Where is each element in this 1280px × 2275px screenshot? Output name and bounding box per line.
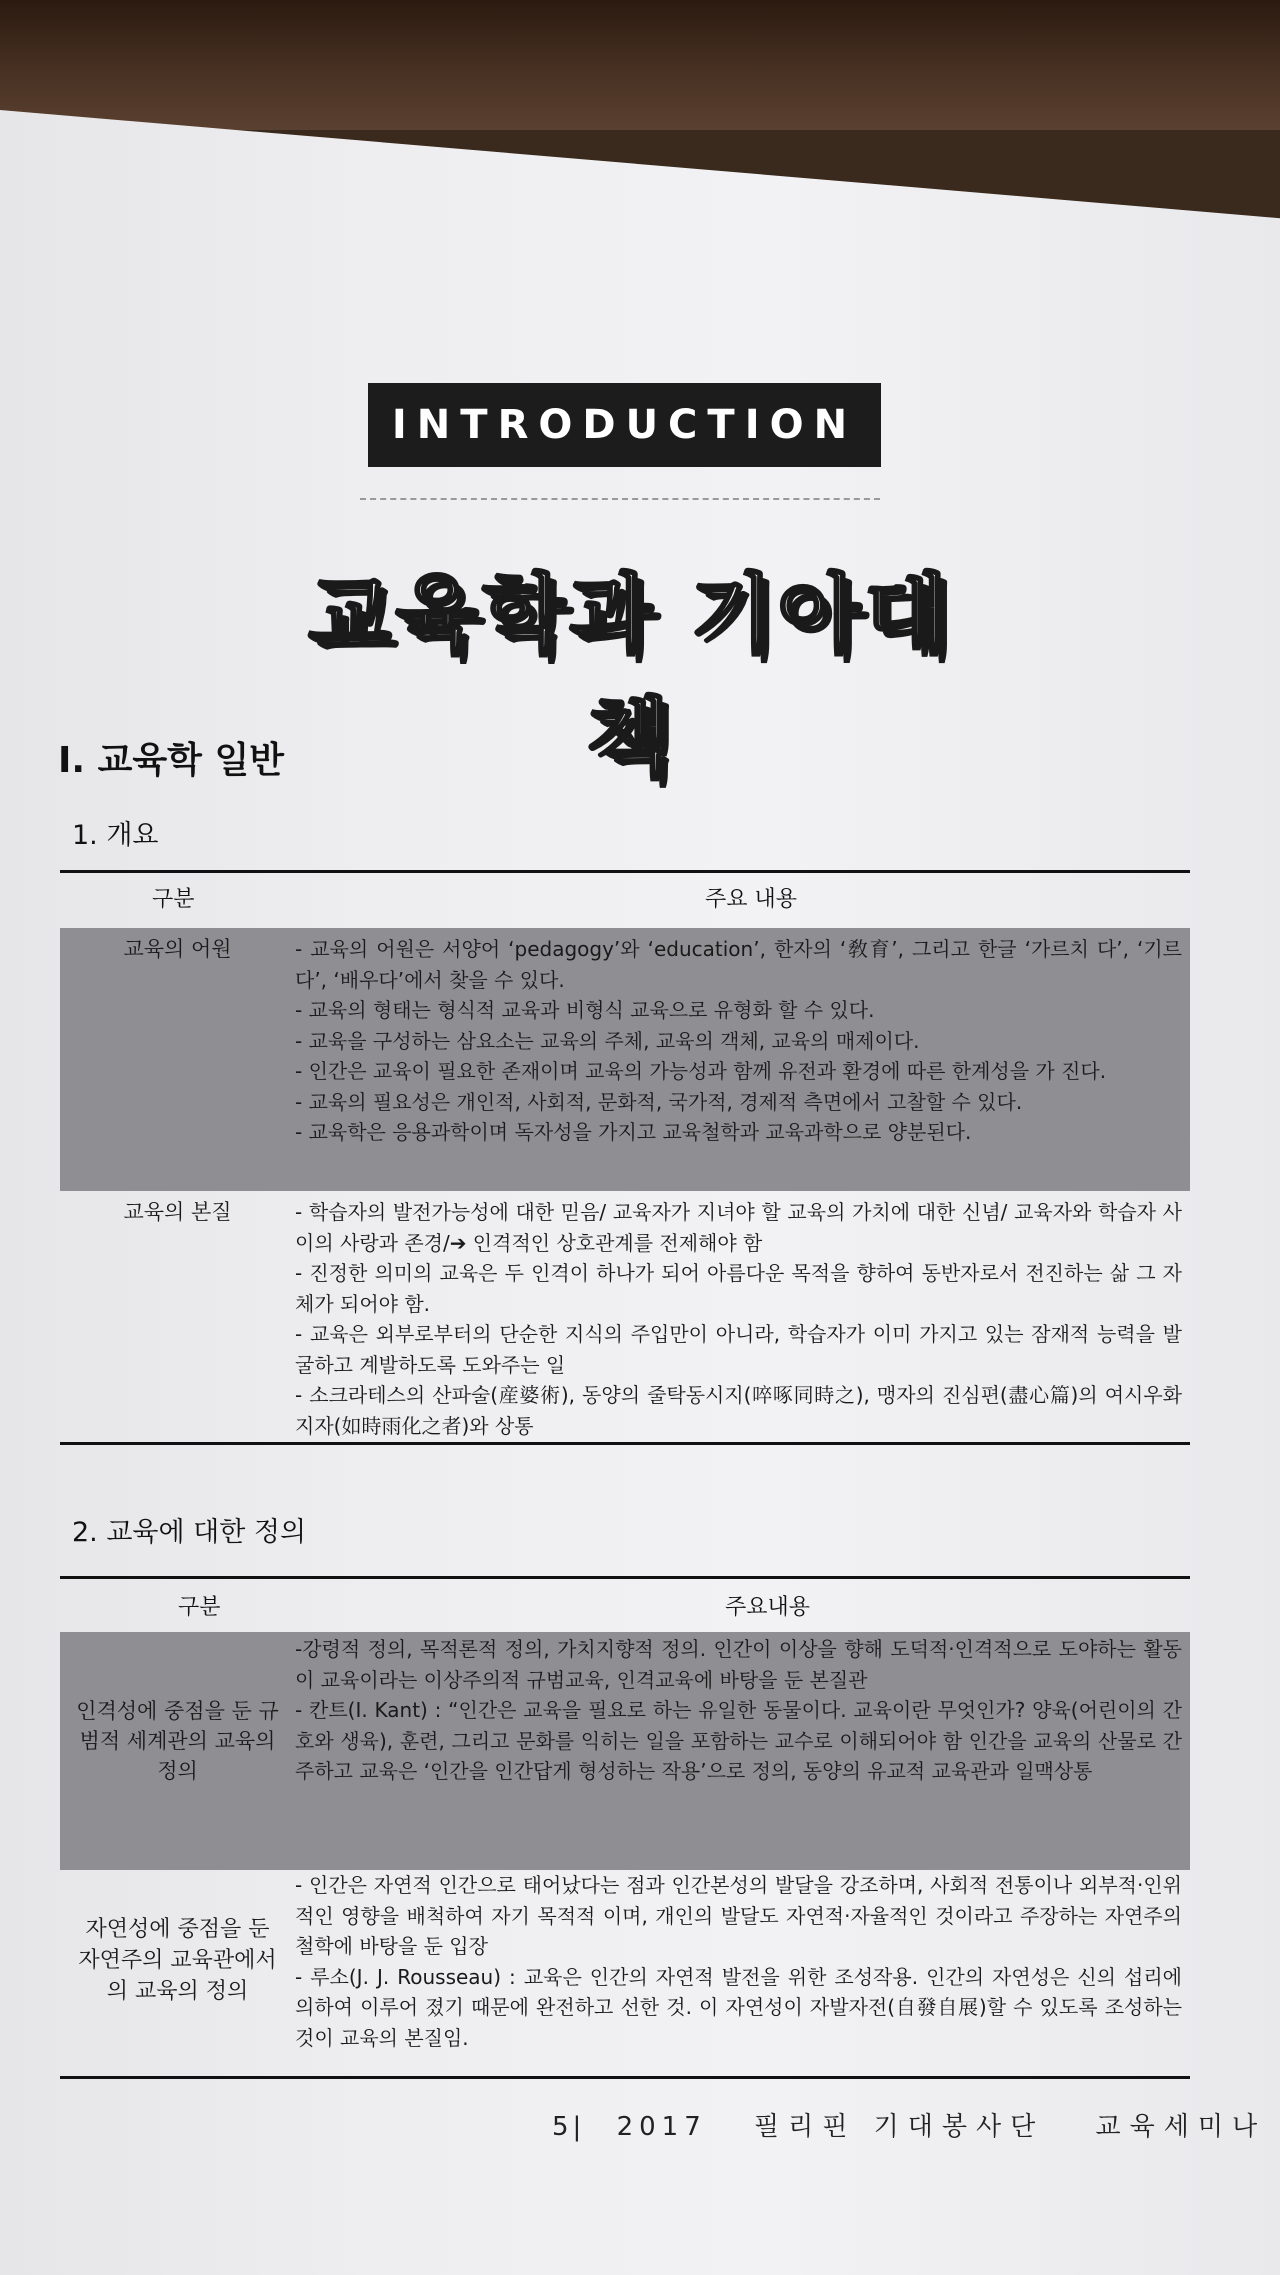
row-content bbox=[295, 1870, 1182, 2053]
row-label: 교육의 본질 bbox=[123, 1200, 232, 1224]
column-header-content: 주요 내용 bbox=[705, 887, 798, 912]
dashed-divider bbox=[360, 498, 880, 500]
content-line: - 교육의 어원은 서양어 ‘pedagogy’와 ‘education’, 한자의 ‘敎育’, 그리고 한글 ‘가르치 다’, ‘기르다’, ‘배우다’에서 찾을 수 있다. bbox=[295, 937, 1182, 992]
footer-event: 교육세미나 bbox=[1095, 2112, 1267, 2142]
introduction-label: INTRODUCTION bbox=[391, 402, 858, 448]
footer-year: 2017 bbox=[616, 2112, 707, 2142]
page-title: 교육학과 기아대책 bbox=[308, 565, 952, 789]
row-label: 자연성에 중점을 둔 자연주의 교육관에서의 교육의 정의 bbox=[78, 1917, 277, 2004]
content-line: - 교육학은 응용과학이며 독자성을 가지고 교육철학과 교육과학으로 양분된다. bbox=[295, 1120, 972, 1144]
content-line: - 소크라테스의 산파술(産婆術), 동양의 줄탁동시지(啐啄同時之), 맹자의 진심편(盡心篇)의 여시우화지자(如時雨化之者)와 상통 bbox=[295, 1383, 1182, 1438]
column-header-category: 구분 bbox=[152, 887, 195, 912]
wooden-table-background bbox=[0, 0, 1280, 130]
table-bottom-rule bbox=[60, 2076, 1190, 2079]
content-line: - 루소(J. J. Rousseau) : 교육은 인간의 자연적 발전을 위한 조성작용. 인간의 자연성은 신의 섭리에 의하여 이루어 졌기 때문에 완전하고 선한 것. 이 자연성이 자발자전(自發自展)할 수 있도록 조성하는 것이 교육의 본질임. bbox=[295, 1964, 1182, 2050]
content-line: -강령적 정의, 목적론적 정의, 가치지향적 정의. 인간이 이상을 향해 도덕적·인격적으로 도야하는 활동이 교육이라는 이상주의적 규범교육, 인격교육에 바탕을 둔 본질관 bbox=[295, 1637, 1182, 1692]
table-row bbox=[60, 928, 1190, 1191]
content-line: - 학습자의 발전가능성에 대한 믿음/ 교육자가 지녀야 할 교육의 가치에 대한 신념/ 교육자와 학습자 사이의 사랑과 존경/➔ 인격적인 상호관계를 전제해야 함 bbox=[295, 1200, 1182, 1255]
table-row bbox=[60, 1191, 1190, 1441]
page-number: 5| bbox=[552, 2112, 586, 2142]
footer-organization: 필리핀 기대봉사단 bbox=[754, 2112, 1045, 2142]
content-line: - 교육의 필요성은 개인적, 사회적, 문화적, 국가적, 경제적 측면에서 고찰할 수 있다. bbox=[295, 1089, 1023, 1114]
section-heading: I. 교육학 일반 bbox=[58, 740, 285, 781]
table-top-rule bbox=[60, 1576, 1190, 1579]
table-row bbox=[60, 1632, 1190, 1870]
overview-table bbox=[60, 870, 1190, 1446]
table-row bbox=[60, 1870, 1190, 2078]
table1-heading: 1. 개요 bbox=[72, 820, 159, 851]
content-line: - 인간은 자연적 인간으로 태어났다는 점과 인간본성의 발달을 강조하며, 사회적 전통이나 외부적·인위적인 영향을 배척하여 자기 목적적 이며, 개인의 발달도 자연적·자율적인 것이라고 주장하는 자연주의 철학에 바탕을 둔 입장 bbox=[295, 1873, 1182, 1958]
row-content bbox=[295, 1634, 1182, 1787]
content-line: - 교육의 형태는 형식적 교육과 비형식 교육으로 유형화 할 수 있다. bbox=[295, 998, 875, 1022]
row-label: 인격성에 중점을 둔 규범적 세계관의 교육의 정의 bbox=[76, 1699, 279, 1783]
table-top-rule bbox=[60, 870, 1190, 873]
column-header-category: 구분 bbox=[178, 1595, 221, 1620]
content-line: - 교육은 외부로부터의 단순한 지식의 주입만이 아니라, 학습자가 이미 가지고 있는 잠재적 능력을 발굴하고 계발하도록 도와주는 일 bbox=[295, 1322, 1182, 1377]
content-line: - 진정한 의미의 교육은 두 인격이 하나가 되어 아름다운 목적을 향하여 동반자로서 전진하는 삶 그 자체가 되어야 함. bbox=[295, 1261, 1182, 1316]
row-label: 교육의 어원 bbox=[123, 937, 232, 961]
introduction-banner bbox=[368, 383, 881, 467]
row-content bbox=[295, 934, 1182, 1148]
content-line: - 인간은 교육이 필요한 존재이며 교육의 가능성과 함께 유전과 환경에 따른 한계성을 가 진다. bbox=[295, 1059, 1107, 1083]
row-content bbox=[295, 1197, 1182, 1441]
table-bottom-rule bbox=[60, 1442, 1190, 1445]
table2-heading: 2. 교육에 대한 정의 bbox=[72, 1517, 307, 1548]
definition-table bbox=[60, 1576, 1190, 2081]
content-line: - 칸트(I. Kant) : “인간은 교육을 필요로 하는 유일한 동물이다. 교육이란 무엇인가? 양육(어린이의 간호와 생육), 훈련, 그리고 문화를 익히는 일을 포함하는 교수로 이해되어야 함 인간을 교육의 산물로 간주하고 교육은 ‘인간을 인간답게 형성하는 작용’으로 정의, 동양의 유교적 교육관과 일맥상통 bbox=[295, 1698, 1182, 1783]
column-header-content: 주요내용 bbox=[725, 1595, 811, 1620]
content-line: - 교육을 구성하는 삼요소는 교육의 주체, 교육의 객체, 교육의 매제이다. bbox=[295, 1028, 920, 1053]
page-footer bbox=[552, 2106, 1266, 2143]
